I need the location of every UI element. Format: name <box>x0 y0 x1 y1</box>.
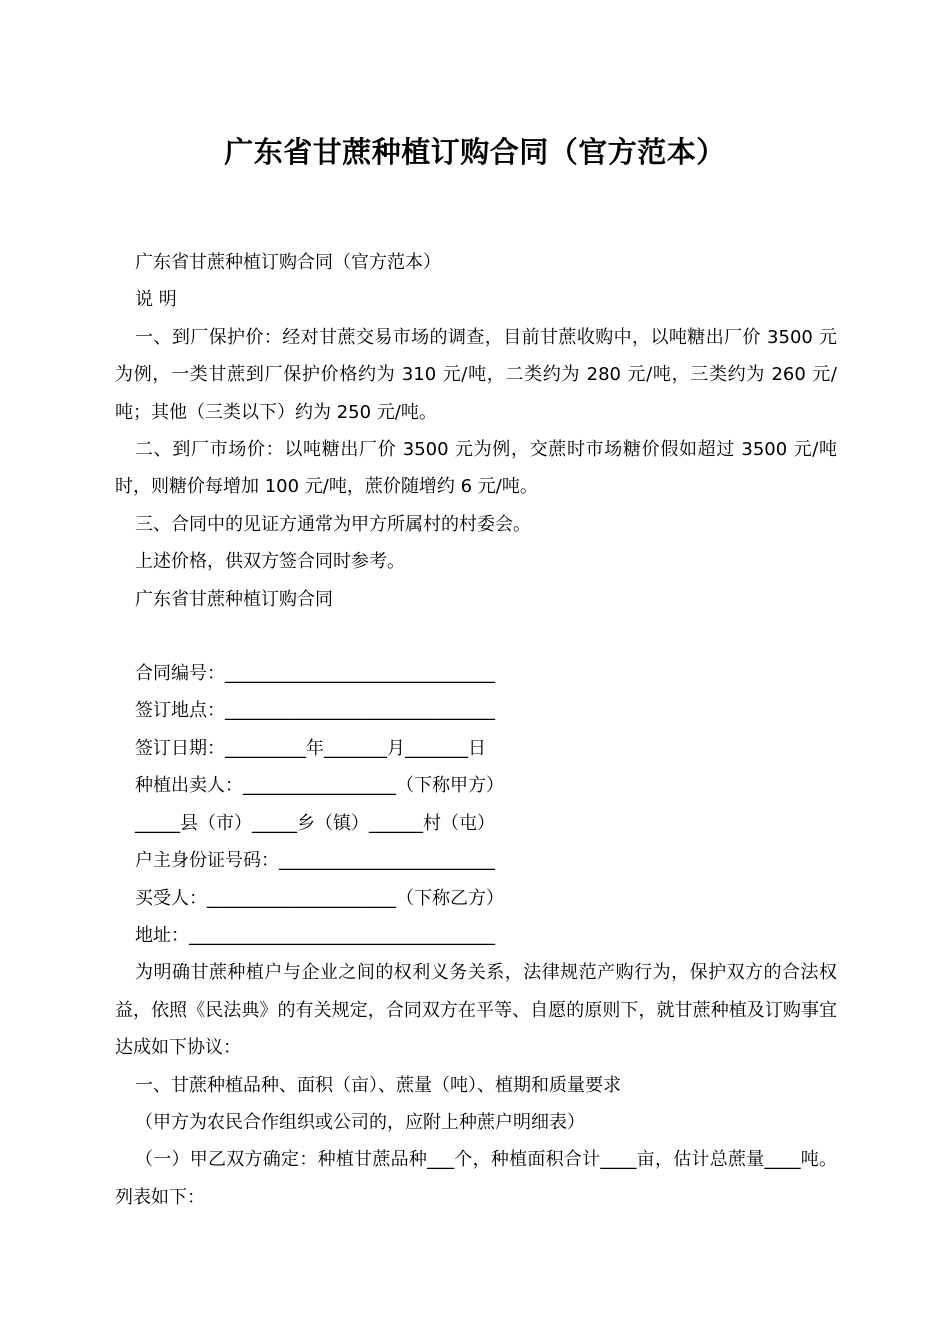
clause-1-heading: 一、甘蔗种植品种、面积（亩）、蔗量（吨）、植期和质量要求 <box>135 1074 621 1096</box>
clause-1-item-1: （一）甲乙双方确定：种植甘蔗品种___个，种植面积合计____亩，估计总蔗量____吨。列表如下： <box>115 1149 837 1208</box>
paragraph-witness: 三、合同中的见证方通常为甲方所属村的村委会。 <box>135 513 531 535</box>
paragraph-explanation-label: 说 明 <box>135 289 177 311</box>
field-seller-location: _____县（市）_____乡（镇）______村（屯） <box>135 812 495 834</box>
field-address: 地址：__________________________________ <box>135 924 495 946</box>
field-buyer: 买受人：_____________________（下称乙方） <box>135 887 504 909</box>
clause-1-note: （甲方为农民合作组织或公司的，应附上种蔗户明细表） <box>135 1111 585 1133</box>
blank-line <box>115 618 837 655</box>
paragraph-contract-name: 广东省甘蔗种植订购合同 <box>135 588 333 610</box>
paragraph-protected-price: 一、到厂保护价：经对甘蔗交易市场的调查，目前甘蔗收购中，以吨糖出厂价 3500 元为例，一类甘蔗到厂保护价格约为 310 元/吨，二类约为 280 元/吨，三类约为 260 元/吨；其他（三类以下）约为 250 元/吨。 <box>115 326 837 423</box>
field-signing-place: 签订地点：______________________________ <box>135 700 495 722</box>
paragraph-reference-note: 上述价格，供双方签合同时参考。 <box>135 551 405 573</box>
document-body <box>115 244 837 1216</box>
field-contract-number: 合同编号：______________________________ <box>135 663 495 685</box>
paragraph-preamble: 为明确甘蔗种植户与企业之间的权利义务关系，法律规范产购行为，保护双方的合法权益，依照《民法典》的有关规定，合同双方在平等、自愿的原则下，就甘蔗种植及订购事宜达成如下协议： <box>115 962 837 1059</box>
paragraph-market-price: 二、到厂市场价：以吨糖出厂价 3500 元为例，交蔗时市场糖价假如超过 3500 元/吨时，则糖价每增加 100 元/吨，蔗价随增约 6 元/吨。 <box>115 439 837 498</box>
field-id-number: 户主身份证号码：________________________ <box>135 850 495 872</box>
field-seller: 种植出卖人：_________________（下称甲方） <box>135 775 504 797</box>
field-signing-date: 签订日期：_________年_______月_______日 <box>135 737 486 759</box>
paragraph-heading: 广东省甘蔗种植订购合同（官方范本） <box>135 252 441 273</box>
document-title: 广东省甘蔗种植订购合同（官方范本） <box>224 135 726 169</box>
